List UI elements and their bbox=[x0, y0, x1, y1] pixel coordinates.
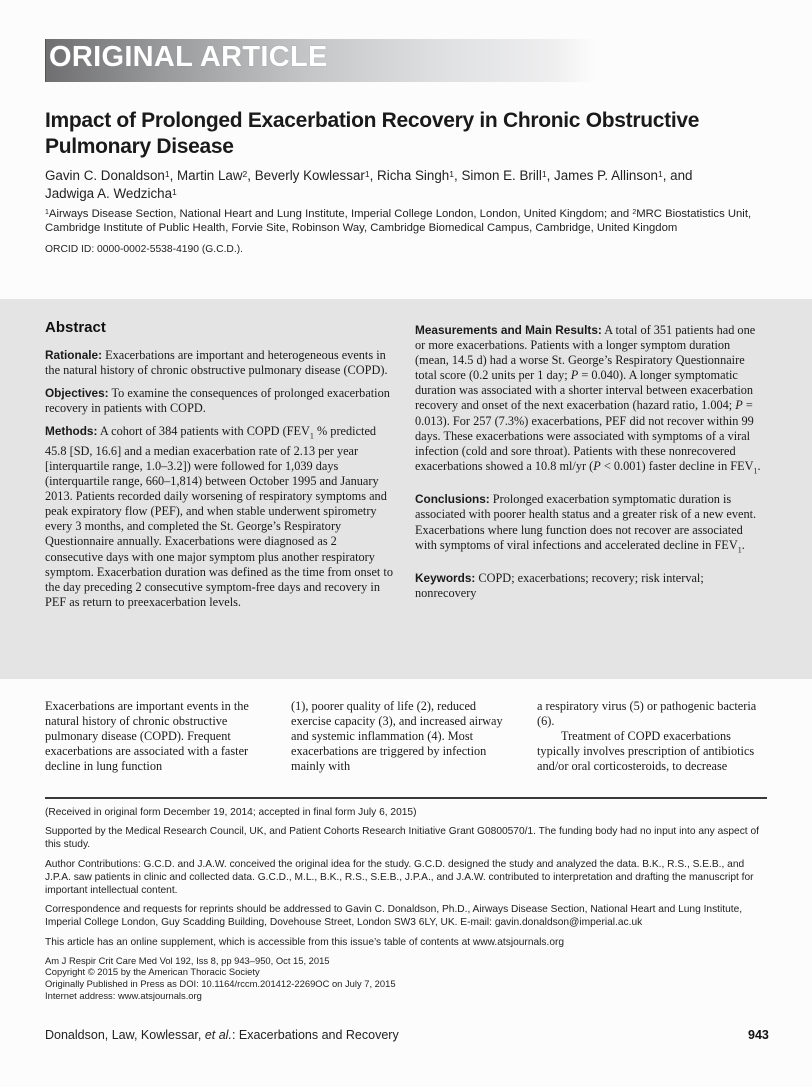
author: Richa Singh$^1$, bbox=[377, 168, 462, 183]
orcid-id: ORCID ID: 0000-0002-5538-4190 (G.C.D.). bbox=[45, 244, 244, 255]
page-number: 943 bbox=[748, 1028, 769, 1042]
running-footer: Donaldson, Law, Kowlessar, et al.: Exacerbations and Recovery bbox=[45, 1028, 399, 1042]
body-paragraph: a respiratory virus (5) or pathogenic bacteria (6). bbox=[537, 699, 757, 729]
author: Gavin C. Donaldson$^1$, bbox=[45, 168, 178, 183]
footnotes bbox=[45, 806, 770, 1001]
author-contributions: Author Contributions: G.C.D. and J.A.W. conceived the original idea for the study. G.C.D. designed the study and analyzed the data. B.K., R.S., S.E.B., and J.P.A. saw patients in clinic and collected data. G.C.D., M.L., B.K., R.S., S.E.B., J.P.A., and J.A.W. contributed to interpretation and drafting the manuscript for important intellectual content. bbox=[45, 858, 754, 897]
author: Beverly Kowlessar$^1$, bbox=[254, 168, 378, 183]
copyright: Copyright © 2015 by the American Thoracic Society bbox=[45, 966, 260, 978]
abstract-results: Measurements and Main Results: A total of 351 patients had one or more exacerbations. Patients with a longer symptom duration (mean, 14.5 d) had a worse St. George’s Respiratory Questionnaire total score (0.2 units per 1 day; P = 0.040). A longer symptomatic duration was associated with a shorter interval between exacerbation recovery and onset of the next exacerbation (hazard ratio, 1.004; P = 0.013). For 257 (7.3%) exacerbations, PEF did not recover within 99 days. These exacerbations were associated with symptoms of a viral infection (cold and sore throat). Patients with these nonrecovered exacerbations showed a 10.8 ml/yr (P < 0.001) faster decline in $FEV_1$. bbox=[415, 323, 761, 476]
body-column-1: Exacerbations are important events in the natural history of chronic obstructive pulmonary disease (COPD). Frequent exacerbations are associated with a faster decline in lung function bbox=[45, 699, 249, 774]
journal-citation: Am J Respir Crit Care Med Vol 192, Iss 8, pp 943–950, Oct 15, 2015 bbox=[45, 954, 330, 966]
author: James P. Allinson$^1$, and bbox=[554, 168, 693, 183]
received-dates: (Received in original form December 19, 2014; accepted in final form July 6, 2015) bbox=[45, 807, 417, 818]
footnote-divider bbox=[45, 797, 767, 799]
abstract-conclusions: Conclusions: Prolonged exacerbation symptomatic duration is associated with poorer health status and a greater risk of a new event. Exacerbations where lung function does not recover are associated with symptoms of viral infections and accelerated decline in $FEV_1$. bbox=[415, 492, 757, 555]
correspondence: Correspondence and requests for reprints should be addressed to Gavin C. Donaldson, Ph.D., Airways Disease Section, National Heart and Lung Institute, Imperial College London, Guy Scadding Building, Dovehouse Street, London SW3 6LY, UK. E-mail: gavin.donaldson@imperial.ac.uk bbox=[45, 904, 743, 929]
author: Martin Law$^2$, bbox=[177, 168, 255, 183]
abstract-objectives: Objectives: To examine the consequences of prolonged exacerbation recovery in patients with COPD. bbox=[45, 386, 390, 416]
abstract-left-column bbox=[45, 319, 395, 618]
doi-line: Originally Published in Press as DOI: 10.1164/rccm.201412-2269OC on July 7, 2015 bbox=[45, 978, 396, 990]
abstract-right-column bbox=[415, 323, 765, 609]
article-title: Impact of Prolonged Exacerbation Recovery in Chronic Obstructive Pulmonary Disease bbox=[45, 109, 700, 158]
abstract-keywords: Keywords: COPD; exacerbations; recovery; risk interval; nonrecovery bbox=[415, 571, 704, 601]
author-list bbox=[45, 167, 765, 203]
article-type-label: ORIGINAL ARTICLE bbox=[49, 41, 328, 73]
body-column-3 bbox=[537, 699, 759, 774]
online-supplement-note: This article has an online supplement, which is accessible from this issue’s table of contents at www.atsjournals.org bbox=[45, 936, 565, 948]
abstract-rationale: Rationale: Exacerbations are important and heterogeneous events in the natural history of chronic obstructive pulmonary disease (COPD). bbox=[45, 348, 388, 378]
body-paragraph: Treatment of COPD exacerbations typically involves prescription of antibiotics and/or oral corticosteroids, to decrease bbox=[537, 729, 755, 774]
abstract-panel bbox=[0, 299, 812, 679]
body-column-2: (1), poorer quality of life (2), reduced exercise capacity (3), and increased airway and systemic inflammation (4). Most exacerbations are triggered by infection mainly with bbox=[291, 699, 503, 774]
abstract-methods: Methods: A cohort of 384 patients with COPD ($FEV_1$ % predicted 45.8 [SD, 16.6] and a median exacerbation rate of 2.13 per year [interquartile range, 1.0–3.2]) were followed for 1,039 days (interquartile range, 660–1,814) between October 1995 and January 2013. Patients recorded daily worsening of respiratory symptoms and peak expiratory flow (PEF), and when stable underwent spirometry every 3 months, and completed the St. George’s Respiratory Questionnaire annually. Exacerbations were diagnosed as 2 consecutive days with one major symptom plus another respiratory symptom. Exacerbation duration was defined as the time from onset to the day preceding 2 consecutive symptom-free days and recovery in PEF as return to preexacerbation levels. bbox=[45, 424, 393, 609]
affiliations: $^1$Airways Disease Section, National Heart and Lung Institute, Imperial College London, London, United Kingdom; and $^2$MRC Biostatistics Unit, Cambridge Institute of Public Health, Forvie Site, Robinson Way, Cambridge Biomedical Campus, Cambridge, United Kingdom bbox=[45, 208, 752, 234]
author: Jadwiga A. Wedzicha$^1$ bbox=[45, 186, 177, 201]
author: Simon E. Brill$^1$, bbox=[461, 168, 555, 183]
article-type-banner bbox=[45, 39, 596, 82]
abstract-heading: Abstract bbox=[45, 319, 106, 336]
internet-address: Internet address: www.atsjournals.org bbox=[45, 989, 202, 1001]
funding-statement: Supported by the Medical Research Council, UK, and Patient Cohorts Research Initiative Grant G0800570/1. The funding body had no input into any aspect of this study. bbox=[45, 826, 759, 851]
